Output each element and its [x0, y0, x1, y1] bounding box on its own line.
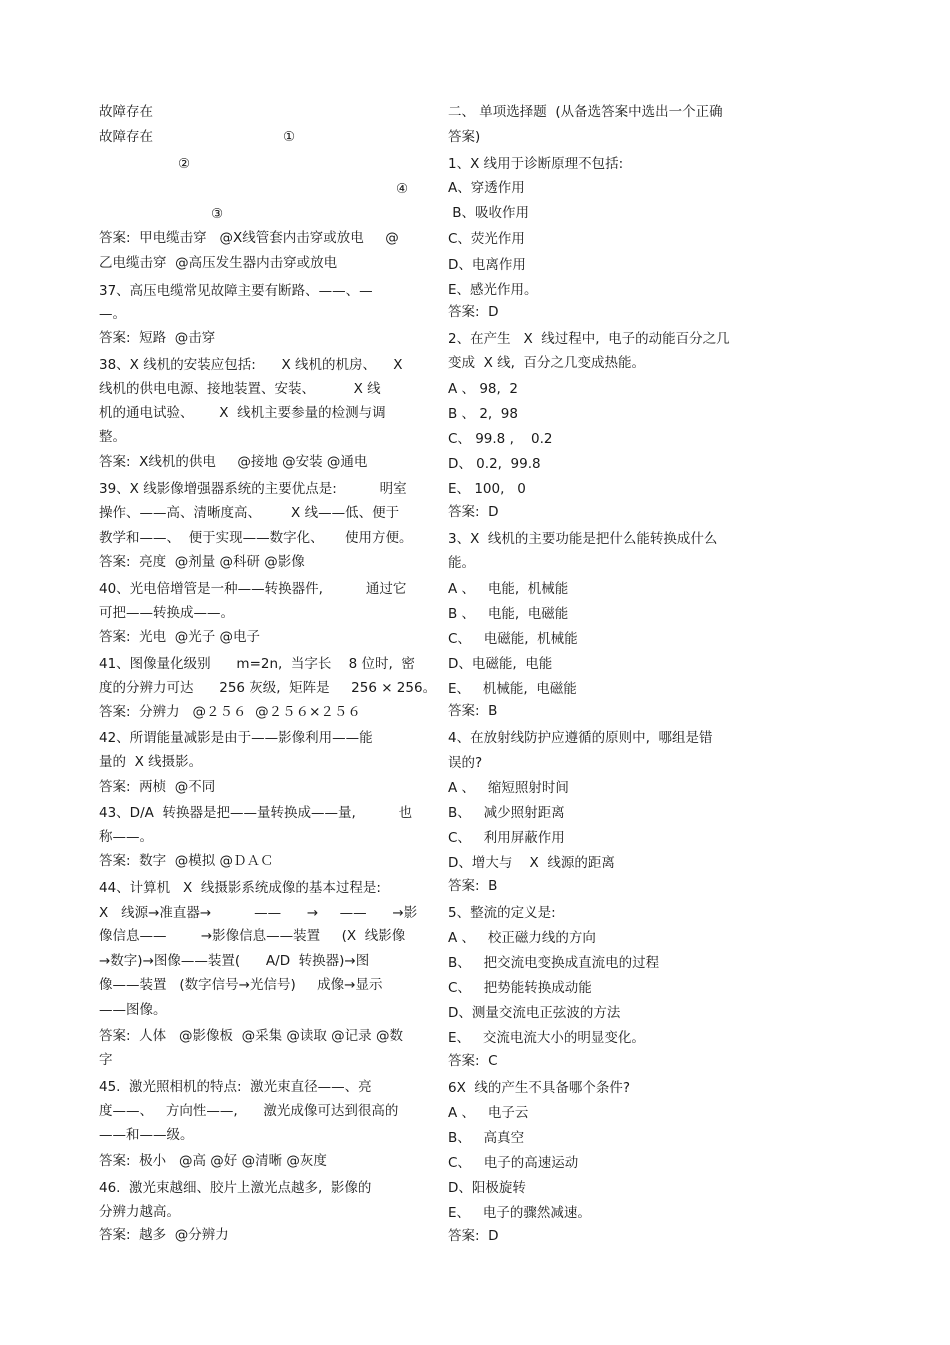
- text-line: C、荧光作用: [448, 231, 525, 247]
- text-line: ——图像。: [99, 1002, 167, 1018]
- text-line: 像信息—— →影像信息——装置 (X 线影像: [99, 928, 406, 944]
- text-line: 误的?: [448, 755, 483, 771]
- text-line: D、阳极旋转: [448, 1180, 526, 1196]
- text-line: 教学和——、 便于实现——数字化、 使用方便。: [99, 530, 413, 546]
- text-line: 度——、 方向性——, 激光成像可达到很高的: [99, 1103, 399, 1119]
- text-line: 4、在放射线防护应遵循的原则中, 哪组是错: [448, 730, 713, 746]
- text-line: 整。: [99, 429, 126, 445]
- text-line: 能。: [448, 555, 475, 571]
- text-line: B、吸收作用: [448, 205, 530, 221]
- text-line: 量的 X 线摄影。: [99, 754, 203, 770]
- text-line: 度的分辨力可达 256 灰级, 矩阵是 256 × 256。: [99, 680, 437, 696]
- text-line: A、穿透作用: [448, 180, 525, 196]
- text-line: 答案: 分辨力 @２５６ @２５６×２５６: [99, 704, 361, 720]
- text-line: →数字)→图像——装置( A/D 转换器)→图: [99, 953, 370, 969]
- text-line: 40、光电倍增管是一种——转换器件, 通过它: [99, 581, 407, 597]
- text-line: 答案: C: [448, 1053, 498, 1069]
- text-line: ——和——级。: [99, 1127, 194, 1143]
- text-line: 38、X 线机的安装应包括: X 线机的机房、 X: [99, 357, 403, 373]
- text-line: 答案: 光电 @光子 @电子: [99, 629, 261, 645]
- text-line: A 、 98, 2: [448, 381, 518, 397]
- text-line: ①: [283, 129, 296, 145]
- text-line: —。: [99, 306, 126, 322]
- text-line: E、 100, 0: [448, 481, 526, 497]
- text-line: D、 0.2, 99.8: [448, 456, 541, 472]
- text-line: 故障存在: [99, 129, 153, 145]
- text-line: 答案: 数字 @模拟 @ＤＡＣ: [99, 853, 274, 869]
- text-line: A 、 校正磁力线的方向: [448, 930, 596, 946]
- text-line: 答案: 人体 @影像板 @采集 @读取 @记录 @数: [99, 1028, 403, 1044]
- text-line: C、 把势能转换成动能: [448, 980, 592, 996]
- text-line: 字: [99, 1052, 113, 1068]
- text-line: 答案: X线机的供电 @接地 @安装 @通电: [99, 454, 368, 470]
- text-line: 线机的供电电源、接地装置、安装、 X 线: [99, 381, 381, 397]
- text-line: 机的通电试验、 X 线机主要参量的检测与调: [99, 405, 386, 421]
- text-line: 2、在产生 X 线过程中, 电子的动能百分之几: [448, 331, 730, 347]
- text-line: E、 机械能, 电磁能: [448, 681, 577, 697]
- text-line: B、 把交流电变换成直流电的过程: [448, 955, 660, 971]
- text-line: E、感光作用。: [448, 282, 538, 298]
- text-line: C、 电子的高速运动: [448, 1155, 579, 1171]
- text-line: C、 99.8 , 0.2: [448, 431, 553, 447]
- text-line: 答案: B: [448, 703, 498, 719]
- text-line: 41、图像量化级别 m=2n, 当字长 8 位时, 密: [99, 656, 415, 672]
- text-line: D、增大与 X 线源的距离: [448, 855, 615, 871]
- text-line: 6X 线的产生不具备哪个条件?: [448, 1080, 631, 1096]
- text-line: 1、X 线用于诊断原理不包括:: [448, 156, 624, 172]
- text-line: 像——装置 (数字信号→光信号) 成像→显示: [99, 977, 383, 993]
- text-line: ④: [396, 181, 409, 197]
- text-line: 操作、——高、清晰度高、 X 线——低、便于: [99, 505, 400, 521]
- text-line: A 、 电子云: [448, 1105, 529, 1121]
- text-line: 答案: 甲电缆击穿 @X线管套内击穿或放电 @: [99, 230, 399, 246]
- text-line: 答案: 两桢 @不同: [99, 779, 216, 795]
- text-line: B 、 电能, 电磁能: [448, 606, 569, 622]
- text-line: 46. 激光束越细、胶片上激光点越多, 影像的: [99, 1180, 372, 1196]
- text-line: C、 利用屏蔽作用: [448, 830, 565, 846]
- text-line: 称——。: [99, 829, 153, 845]
- text-line: 答案: D: [448, 504, 499, 520]
- text-line: 变成 X 线, 百分之几变成热能。: [448, 355, 645, 371]
- text-line: 5、整流的定义是:: [448, 905, 556, 921]
- text-line: 44、计算机 X 线摄影系统成像的基本过程是:: [99, 880, 381, 896]
- text-line: ②: [178, 156, 191, 172]
- text-line: 42、所谓能量减影是由于——影像利用——能: [99, 730, 373, 746]
- text-line: A 、 电能, 机械能: [448, 581, 569, 597]
- text-line: C、 电磁能, 机械能: [448, 631, 578, 647]
- text-line: B 、 2, 98: [448, 406, 518, 422]
- text-line: D、电磁能, 电能: [448, 656, 553, 672]
- text-line: 43、D/A 转换器是把——量转换成——量, 也: [99, 805, 413, 821]
- text-line: 故障存在: [99, 104, 153, 120]
- text-line: 答案: 亮度 @剂量 @科研 @影像: [99, 554, 305, 570]
- text-line: 答案: 越多 @分辨力: [99, 1227, 229, 1243]
- text-line: 答案: B: [448, 878, 498, 894]
- text-line: 答案: 短路 @击穿: [99, 330, 216, 346]
- text-line: 答案): [448, 129, 481, 145]
- text-line: E、 交流电流大小的明显变化。: [448, 1030, 645, 1046]
- text-line: 45. 激光照相机的特点: 激光束直径——、亮: [99, 1079, 372, 1095]
- text-line: 答案: D: [448, 1228, 499, 1244]
- text-line: D、测量交流电正弦波的方法: [448, 1005, 621, 1021]
- text-line: 答案: 极小 @高 @好 @清晰 @灰度: [99, 1153, 327, 1169]
- text-line: B、 减少照射距离: [448, 805, 565, 821]
- text-line: E、 电子的骤然减速。: [448, 1205, 591, 1221]
- text-line: 可把——转换成——。: [99, 605, 234, 621]
- text-line: 39、X 线影像增强器系统的主要优点是: 明室: [99, 481, 407, 497]
- text-line: D、电离作用: [448, 257, 526, 273]
- text-line: B、 高真空: [448, 1130, 525, 1146]
- text-line: 答案: D: [448, 304, 499, 320]
- text-line: 37、高压电缆常见故障主要有断路、——、—: [99, 283, 373, 299]
- text-line: 分辨力越高。: [99, 1204, 180, 1220]
- text-line: 二、 单项选择题 (从备选答案中选出一个正确: [448, 104, 723, 120]
- text-line: ③: [211, 206, 224, 222]
- text-line: 乙电缆击穿 @高压发生器内击穿或放电: [99, 255, 338, 271]
- text-line: X 线源→准直器→ —— → —— →影: [99, 905, 418, 921]
- text-line: 3、X 线机的主要功能是把什么能转换成什么: [448, 531, 718, 547]
- text-line: A 、 缩短照射时间: [448, 780, 569, 796]
